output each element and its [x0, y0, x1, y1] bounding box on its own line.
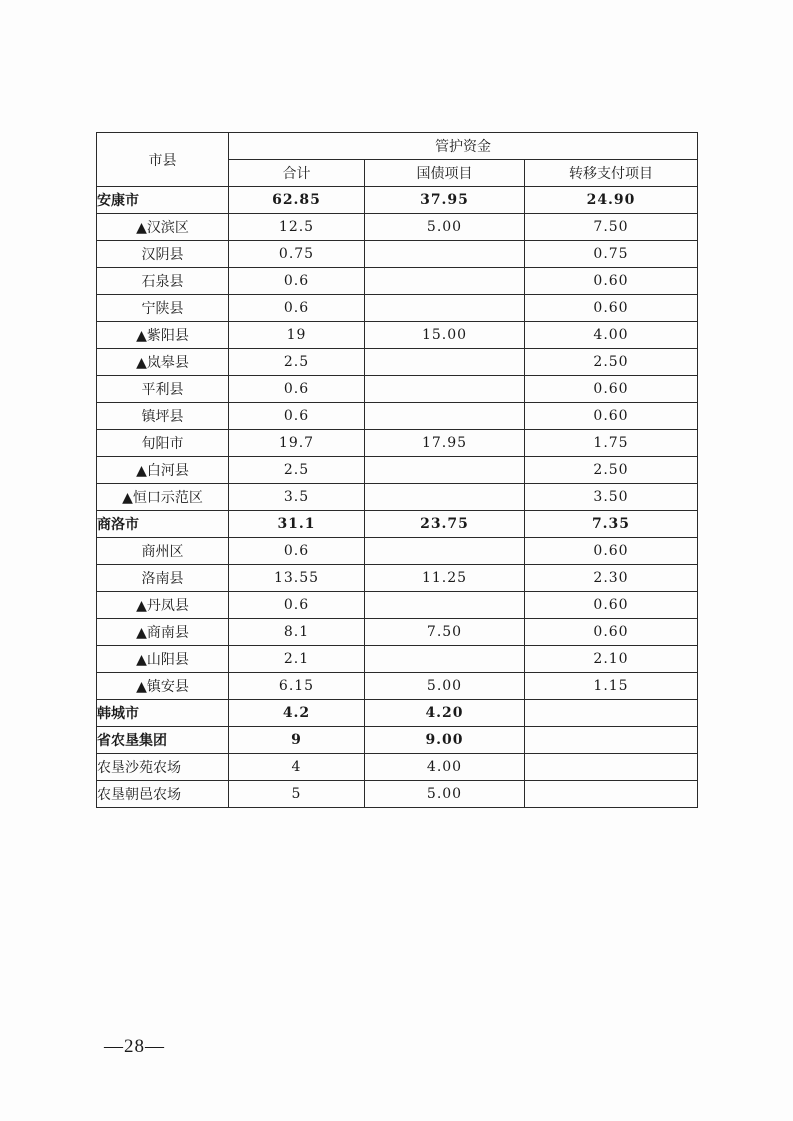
county-cell: 省农垦集团: [97, 727, 229, 754]
transfer-cell: 24.90: [525, 187, 698, 214]
transfer-cell: 0.60: [525, 619, 698, 646]
table-row: [97, 673, 698, 700]
table-row: [97, 565, 698, 592]
county-cell: 平利县: [97, 376, 229, 403]
bond-cell: [365, 592, 525, 619]
table-row: [97, 727, 698, 754]
total-cell: 19.7: [229, 430, 365, 457]
county-cell: ▲白河县: [97, 457, 229, 484]
header-total: 合计: [229, 160, 365, 187]
total-cell: 13.55: [229, 565, 365, 592]
county-cell: ▲汉滨区: [97, 214, 229, 241]
total-cell: 0.6: [229, 268, 365, 295]
table-row: [97, 592, 698, 619]
total-cell: 12.5: [229, 214, 365, 241]
county-cell: 洛南县: [97, 565, 229, 592]
transfer-cell: 0.60: [525, 592, 698, 619]
header-county: 市县: [97, 133, 229, 187]
total-cell: 31.1: [229, 511, 365, 538]
county-cell: 商州区: [97, 538, 229, 565]
bond-cell: 37.95: [365, 187, 525, 214]
total-cell: 6.15: [229, 673, 365, 700]
table-row: [97, 187, 698, 214]
table-header: [97, 133, 698, 187]
bond-cell: [365, 241, 525, 268]
total-cell: 8.1: [229, 619, 365, 646]
total-cell: 4.2: [229, 700, 365, 727]
table-body: [97, 187, 698, 808]
county-cell: ▲商南县: [97, 619, 229, 646]
total-cell: 3.5: [229, 484, 365, 511]
transfer-cell: 1.15: [525, 673, 698, 700]
table-row: [97, 214, 698, 241]
county-cell: 宁陕县: [97, 295, 229, 322]
transfer-cell: 0.60: [525, 268, 698, 295]
bond-cell: [365, 376, 525, 403]
table-row: [97, 376, 698, 403]
bond-cell: 5.00: [365, 781, 525, 808]
total-cell: 4: [229, 754, 365, 781]
total-cell: 5: [229, 781, 365, 808]
bond-cell: 7.50: [365, 619, 525, 646]
bond-cell: 4.20: [365, 700, 525, 727]
bond-cell: 5.00: [365, 673, 525, 700]
table-row: [97, 538, 698, 565]
total-cell: 0.6: [229, 376, 365, 403]
total-cell: 2.1: [229, 646, 365, 673]
bond-cell: [365, 646, 525, 673]
header-bond: 国债项目: [365, 160, 525, 187]
county-cell: 商洛市: [97, 511, 229, 538]
total-cell: 62.85: [229, 187, 365, 214]
transfer-cell: 3.50: [525, 484, 698, 511]
table-row: [97, 268, 698, 295]
bond-cell: 11.25: [365, 565, 525, 592]
transfer-cell: 0.60: [525, 538, 698, 565]
table-row: [97, 403, 698, 430]
total-cell: 9: [229, 727, 365, 754]
total-cell: 0.6: [229, 403, 365, 430]
transfer-cell: 0.75: [525, 241, 698, 268]
county-cell: ▲恒口示范区: [97, 484, 229, 511]
table-row: [97, 646, 698, 673]
total-cell: 2.5: [229, 457, 365, 484]
bond-cell: [365, 268, 525, 295]
table-row: [97, 241, 698, 268]
transfer-cell: 2.30: [525, 565, 698, 592]
county-cell: 汉阴县: [97, 241, 229, 268]
transfer-cell: 1.75: [525, 430, 698, 457]
total-cell: 19: [229, 322, 365, 349]
county-cell: 韩城市: [97, 700, 229, 727]
table-row: [97, 781, 698, 808]
table-row: [97, 484, 698, 511]
county-cell: ▲丹凤县: [97, 592, 229, 619]
page-number: —28—: [104, 1036, 165, 1057]
table-row: [97, 511, 698, 538]
transfer-cell: 0.60: [525, 295, 698, 322]
bond-cell: 23.75: [365, 511, 525, 538]
transfer-cell: [525, 754, 698, 781]
bond-cell: 5.00: [365, 214, 525, 241]
bond-cell: [365, 484, 525, 511]
county-cell: 安康市: [97, 187, 229, 214]
table-row: [97, 457, 698, 484]
header-transfer: 转移支付项目: [525, 160, 698, 187]
transfer-cell: 7.50: [525, 214, 698, 241]
bond-cell: [365, 349, 525, 376]
transfer-cell: 0.60: [525, 376, 698, 403]
county-cell: 石泉县: [97, 268, 229, 295]
bond-cell: 15.00: [365, 322, 525, 349]
county-cell: 农垦朝邑农场: [97, 781, 229, 808]
bond-cell: [365, 457, 525, 484]
transfer-cell: [525, 700, 698, 727]
total-cell: 0.6: [229, 592, 365, 619]
table-row: [97, 322, 698, 349]
transfer-cell: [525, 727, 698, 754]
table-row: [97, 295, 698, 322]
county-cell: 农垦沙苑农场: [97, 754, 229, 781]
table-row: [97, 430, 698, 457]
total-cell: 0.75: [229, 241, 365, 268]
county-cell: 旬阳市: [97, 430, 229, 457]
transfer-cell: 4.00: [525, 322, 698, 349]
bond-cell: 17.95: [365, 430, 525, 457]
bond-cell: [365, 295, 525, 322]
total-cell: 2.5: [229, 349, 365, 376]
transfer-cell: 2.50: [525, 349, 698, 376]
table-row: [97, 349, 698, 376]
table-row: [97, 700, 698, 727]
county-cell: ▲山阳县: [97, 646, 229, 673]
transfer-cell: 2.10: [525, 646, 698, 673]
county-cell: ▲岚皋县: [97, 349, 229, 376]
county-cell: 镇坪县: [97, 403, 229, 430]
table-row: [97, 754, 698, 781]
table-row: [97, 619, 698, 646]
header-group: 管护资金: [229, 133, 698, 160]
transfer-cell: 2.50: [525, 457, 698, 484]
bond-cell: 4.00: [365, 754, 525, 781]
county-cell: ▲镇安县: [97, 673, 229, 700]
transfer-cell: [525, 781, 698, 808]
total-cell: 0.6: [229, 538, 365, 565]
bond-cell: 9.00: [365, 727, 525, 754]
transfer-cell: 0.60: [525, 403, 698, 430]
funds-table: [96, 132, 698, 808]
total-cell: 0.6: [229, 295, 365, 322]
header-row-top: [97, 133, 698, 160]
bond-cell: [365, 403, 525, 430]
county-cell: ▲紫阳县: [97, 322, 229, 349]
transfer-cell: 7.35: [525, 511, 698, 538]
bond-cell: [365, 538, 525, 565]
